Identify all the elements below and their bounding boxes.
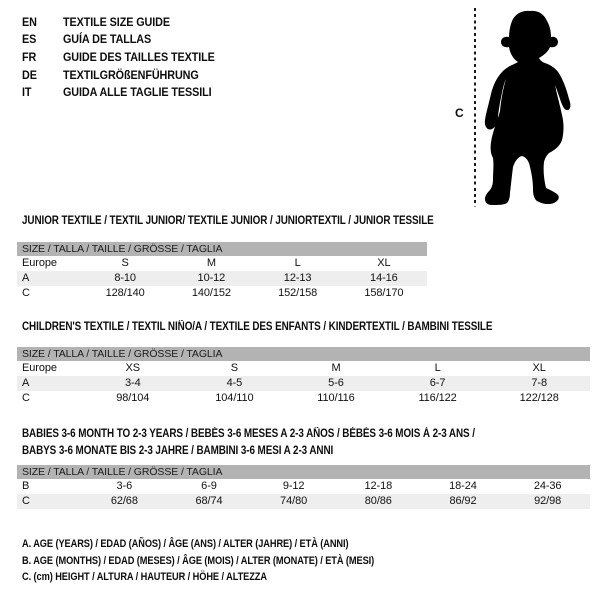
size-header-bar: SIZE / TALLA / TAILLE / GRÖSSE / TAGLIA — [17, 465, 590, 479]
value-cell: 128/140 — [105, 287, 145, 299]
row-label-cell: A — [22, 272, 30, 284]
value-cell: 80/86 — [364, 495, 392, 507]
row-label-cell: C — [22, 495, 30, 507]
value-cell: 9-12 — [282, 480, 305, 492]
row-label-cell: C — [22, 392, 30, 404]
language-code: ES — [22, 32, 37, 47]
height-figure — [450, 0, 600, 215]
table-row — [17, 286, 427, 301]
language-code: IT — [22, 85, 32, 100]
value-cell: 4-5 — [226, 377, 243, 389]
height-measure-label: C — [455, 106, 464, 120]
value-cell: 3-4 — [124, 377, 141, 389]
value-cell: 92/98 — [534, 495, 562, 507]
size-header-bar: SIZE / TALLA / TAILLE / GRÖSSE / TAGLIA — [17, 347, 590, 361]
value-cell: 122/128 — [519, 392, 559, 404]
row-label-cell: Europe — [22, 257, 57, 269]
junior-section-title: JUNIOR TEXTILE / TEXTIL JUNIOR/ TEXTILE JUNIOR / JUNIORTEXTIL / JUNIOR TESSILE — [22, 215, 434, 227]
value-cell: 6-9 — [201, 480, 217, 492]
language-code: DE — [22, 67, 37, 82]
value-cell: XL — [377, 257, 391, 269]
language-code: EN — [22, 14, 37, 29]
value-cell: 5-6 — [328, 377, 344, 389]
babies-section-title-line1: BABIES 3-6 MONTH TO 2-3 YEARS / BEBÉS 3-6 MESES A 2-3 AÑOS / BÉBÉS 3-6 MOIS À 2-3 ANS / — [22, 428, 475, 440]
toddler-silhouette-icon — [482, 8, 572, 208]
babies-section-title-line2: BABYS 3-6 MONATE BIS 2-3 JAHRE / BAMBINI 3-6 MESI A 2-3 ANNI — [22, 445, 334, 457]
height-measure-dashed-line — [474, 8, 476, 207]
footnote-height-cm: C. (cm) HEIGHT / ALTURA / HAUTEUR / HÖHE / ALTEZZA — [22, 571, 267, 583]
value-cell: 110/116 — [317, 392, 355, 404]
legend-footnotes — [22, 536, 441, 586]
value-cell: XS — [125, 362, 141, 374]
language-code: FR — [22, 49, 37, 64]
children-section-title: CHILDREN'S TEXTILE / TEXTIL NIÑO/A / TEXTILE DES ENFANTS / KINDERTEXTIL / BAMBINI TESSILE — [22, 321, 493, 333]
babies-size-table — [17, 465, 590, 509]
table-row — [17, 271, 427, 286]
value-cell: 104/110 — [215, 392, 254, 404]
value-cell: 68/74 — [195, 495, 223, 507]
value-cell: 12-13 — [283, 272, 312, 284]
value-cell: 3-6 — [116, 480, 133, 492]
language-row — [22, 48, 232, 66]
value-cell: 14-16 — [370, 272, 398, 284]
value-cell: 6-7 — [429, 377, 446, 389]
value-cell: 116/122 — [418, 392, 457, 404]
language-row — [22, 66, 232, 84]
table-row — [17, 391, 590, 406]
value-cell: 158/170 — [364, 287, 404, 299]
value-cell: L — [434, 362, 441, 374]
value-cell: 8-10 — [114, 272, 136, 284]
row-label-cell: A — [22, 377, 30, 389]
language-title: GUÍA DE TALLAS — [63, 32, 152, 47]
value-cell: M — [206, 257, 216, 269]
value-cell: S — [121, 257, 129, 269]
row-label-cell: Europe — [22, 362, 57, 374]
language-title: TEXTILE SIZE GUIDE — [63, 14, 171, 29]
language-header — [22, 13, 232, 101]
junior-size-table — [17, 242, 427, 301]
table-row — [17, 494, 590, 509]
table-row — [17, 376, 590, 391]
row-label-cell: B — [22, 480, 30, 492]
value-cell: 86/92 — [449, 495, 477, 507]
children-size-table — [17, 347, 590, 406]
footnote-age-months: B. AGE (MONTHS) / EDAD (MESES) / ÂGE (MOIS) / ALTER (MONATE) / ETÀ (MESI) — [22, 554, 375, 567]
table-row — [17, 256, 427, 271]
size-header-bar: SIZE / TALLA / TAILLE / GRÖSSE / TAGLIA — [17, 242, 427, 256]
value-cell: 10-12 — [197, 272, 226, 284]
value-cell: 74/80 — [280, 495, 308, 507]
language-row — [22, 83, 232, 101]
value-cell: 24-36 — [533, 480, 562, 492]
row-label-cell: C — [22, 287, 30, 299]
footnote-age-years: A. AGE (YEARS) / EDAD (AÑOS) / ÂGE (ANS) / ALTER (JAHRE) / ETÀ (ANNI) — [22, 538, 349, 550]
table-row — [17, 361, 590, 376]
value-cell: 62/68 — [110, 495, 138, 507]
value-cell: 18-24 — [449, 480, 477, 492]
language-title: GUIDA ALLE TAGLIE TESSILI — [63, 85, 212, 100]
value-cell: 7-8 — [531, 377, 547, 389]
value-cell: S — [230, 362, 239, 374]
table-row — [17, 479, 590, 494]
language-row — [22, 13, 232, 31]
language-title: GUIDE DES TAILLES TEXTILE — [63, 49, 215, 64]
value-cell: L — [294, 257, 301, 269]
value-cell: 12-18 — [364, 480, 393, 492]
value-cell: 140/152 — [191, 287, 231, 299]
language-row — [22, 31, 232, 49]
value-cell: 152/158 — [278, 287, 318, 299]
language-title: TEXTILGRÖßENFÜHRUNG — [63, 67, 199, 82]
value-cell: XL — [532, 362, 546, 374]
value-cell: 98/104 — [116, 392, 150, 404]
value-cell: M — [331, 362, 341, 374]
